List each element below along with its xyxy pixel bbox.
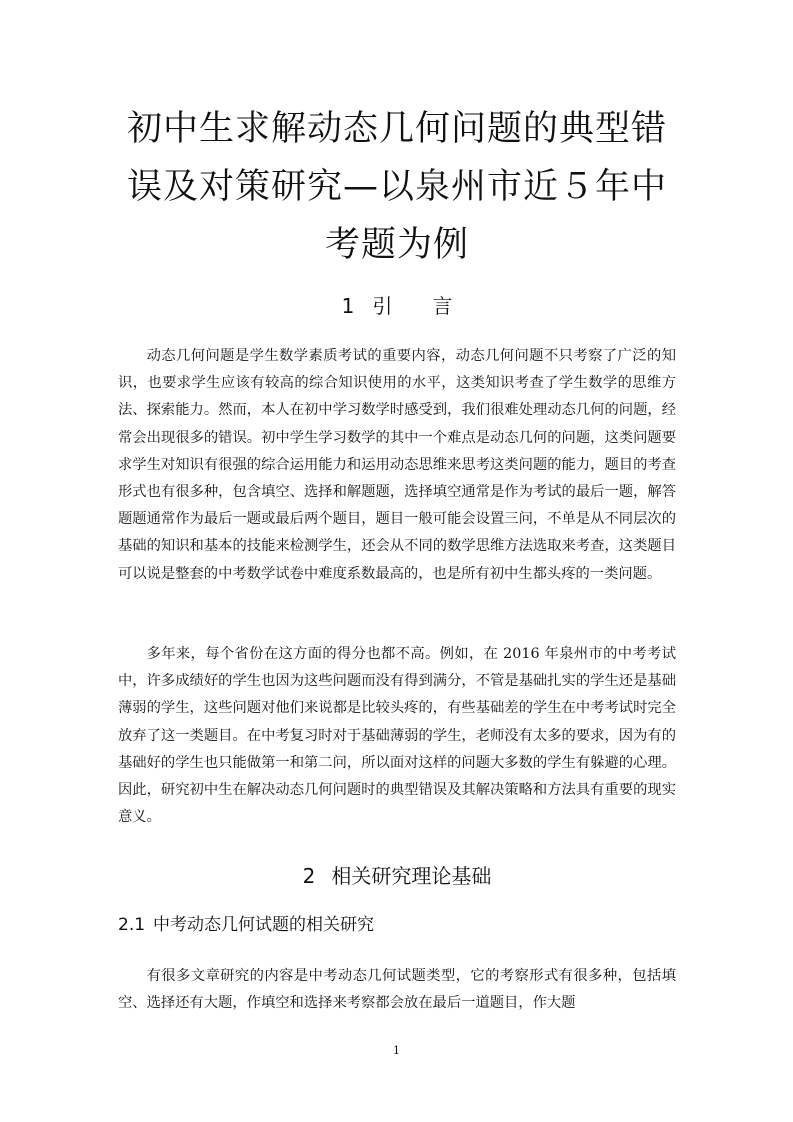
section-1-title-part2: 言	[432, 294, 453, 318]
document-title: 初中生求解动态几何问题的典型错误及对策研究—以泉州市近５年中考题为例	[126, 109, 667, 265]
intro-paragraph-1: 动态几何问题是学生数学素质考试的重要内容，动态几何问题不只考察了广泛的知识，也要求学生应该有较高的综合知识使用的水平，这类知识考查了学生数学的思维方法、探索能力。然而，本人在初中学习数学时感受到，我们很难处理动态几何的问题，经常会出现很多的错误。初中学生学习数学的其中一个难点是动态几何的问题，这类问题要求学生对知识有很强的综合运用能力和运用动态思维来思考这类问题的能力，题目的考查形式也有很多种，包含填空、选择和解题题，选择填空通常是作为考试的最后一题，解答题题通常作为最后一题或最后两个题目，题目一般可能会设置三问，不单是从不同层次的基础的知识和基本的技能来检测学生，还会从不同的数学思维方法选取来考查，这类题目可以说是整套的中考数学试卷中难度系数最高的，也是所有初中生都头疼的一类问题。	[118, 348, 676, 582]
section-1-number: 1	[341, 294, 355, 318]
section-2-number: 2	[302, 864, 316, 888]
subsection-2-1-number: 2.1	[118, 915, 146, 935]
section-1-title-part1: 引	[372, 294, 393, 318]
page-number: 1	[393, 1044, 400, 1057]
subsection-2-1-heading	[118, 913, 676, 937]
section-1-heading	[118, 292, 676, 320]
subsection-2-1-paragraph: 有很多文章研究的内容是中考动态几何试题类型，它的考察形式有很多种，包括填空、选择还有大题，作填空和选择来考察都会放在最后一道题目，作大题	[118, 968, 676, 1012]
subsection-2-1-title: 中考动态几何试题的相关研究	[153, 915, 375, 935]
section-2-title: 相关研究理论基础	[331, 864, 492, 888]
section-2-heading	[118, 862, 676, 890]
intro-paragraph-2: 多年来，每个省份在这方面的得分也都不高。例如，在 2016 年泉州市的中考考试中，许多成绩好的学生也因为这些问题而没有得到满分，不管是基础扎实的学生还是基础薄弱的学生，这些问题对他们来说都是比较头疼的，有些基础差的学生在中考考试时完全放弃了这一类题目。在中考复习时对于基础薄弱的学生，老师没有太多的要求，因为有的基础好的学生也只能做第一和第二问，所以面对这样的问题大多数的学生有躲避的心理。因此，研究初中生在解决动态几何问题时的典型错误及其解决策略和方法具有重要的现实意义。	[118, 646, 676, 826]
